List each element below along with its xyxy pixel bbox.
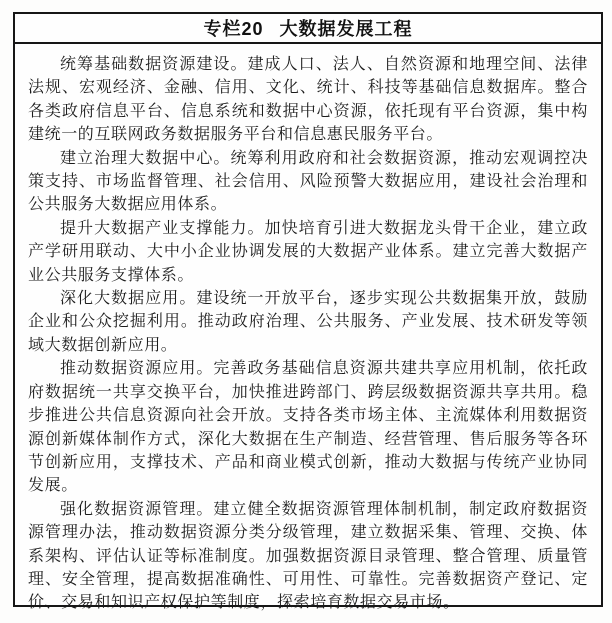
- paragraph-data-resource-construction: 统筹基础数据资源建设。建成人口、法人、自然资源和地理空间、法律法规、宏观经济、金融、信用、文化、统计、科技等基础信息数据库。整合各类政府信息平台、信息系统和数据中心资源，依托现有平台资源，集中构建统一的互联网政务数据服务平台和信息惠民服务平台。: [28, 56, 588, 144]
- paragraph-industry-support-capacity: 提升大数据产业支撑能力。加快培育引进大数据龙头骨干企业，建立政产学研用联动、大中小企业协调发展的大数据产业体系。建立完善大数据产业公共服务支撑体系。: [28, 219, 588, 284]
- paragraph-strengthen-data-management: 强化数据资源管理。建立健全数据资源管理体制机制，制定政府数据资源管理办法，推动数据资源分类分级管理，建立数据采集、管理、交换、体系架构、评估认证等标准制度。加强数据资源目录管理、整合管理、质量管理、安全管理，提高数据准确性、可用性、可靠性。完善数据资产登记、定价、交易和知识产权保护等制度，探索培育数据交易市场。: [28, 500, 588, 612]
- column-panel: [13, 12, 603, 612]
- paragraph-governance-bigdata-center: 建立治理大数据中心。统筹利用政府和社会数据资源，推动宏观调控决策支持、市场监督管理、社会信用、风险预警大数据应用，建设社会治理和公共服务大数据应用体系。: [28, 149, 588, 214]
- column-title-text: 大数据发展工程: [279, 19, 413, 39]
- column-number-label: 专栏20: [203, 19, 264, 39]
- panel-title: [15, 14, 601, 44]
- paragraph-promote-data-resource-use: 推动数据资源应用。完善政务基础信息资源共建共享应用机制，依托政府数据统一共享交换平台，加快推进跨部门、跨层级数据资源共享共用。稳步推进公共信息资源向社会开放。支持各类市场主体、主流媒体利用数据资源创新媒体制作方式，深化大数据在生产制造、经营管理、售后服务等各环节创新应用，支撑技术、产品和商业模式创新，推动大数据与传统产业协同发展。: [28, 360, 588, 495]
- panel-body: [15, 44, 601, 623]
- paragraph-deepen-bigdata-application: 深化大数据应用。建设统一开放平台，逐步实现公共数据集开放，鼓励企业和公众挖掘利用。推动政府治理、公共服务、产业发展、技术研发等领域大数据创新应用。: [28, 290, 588, 354]
